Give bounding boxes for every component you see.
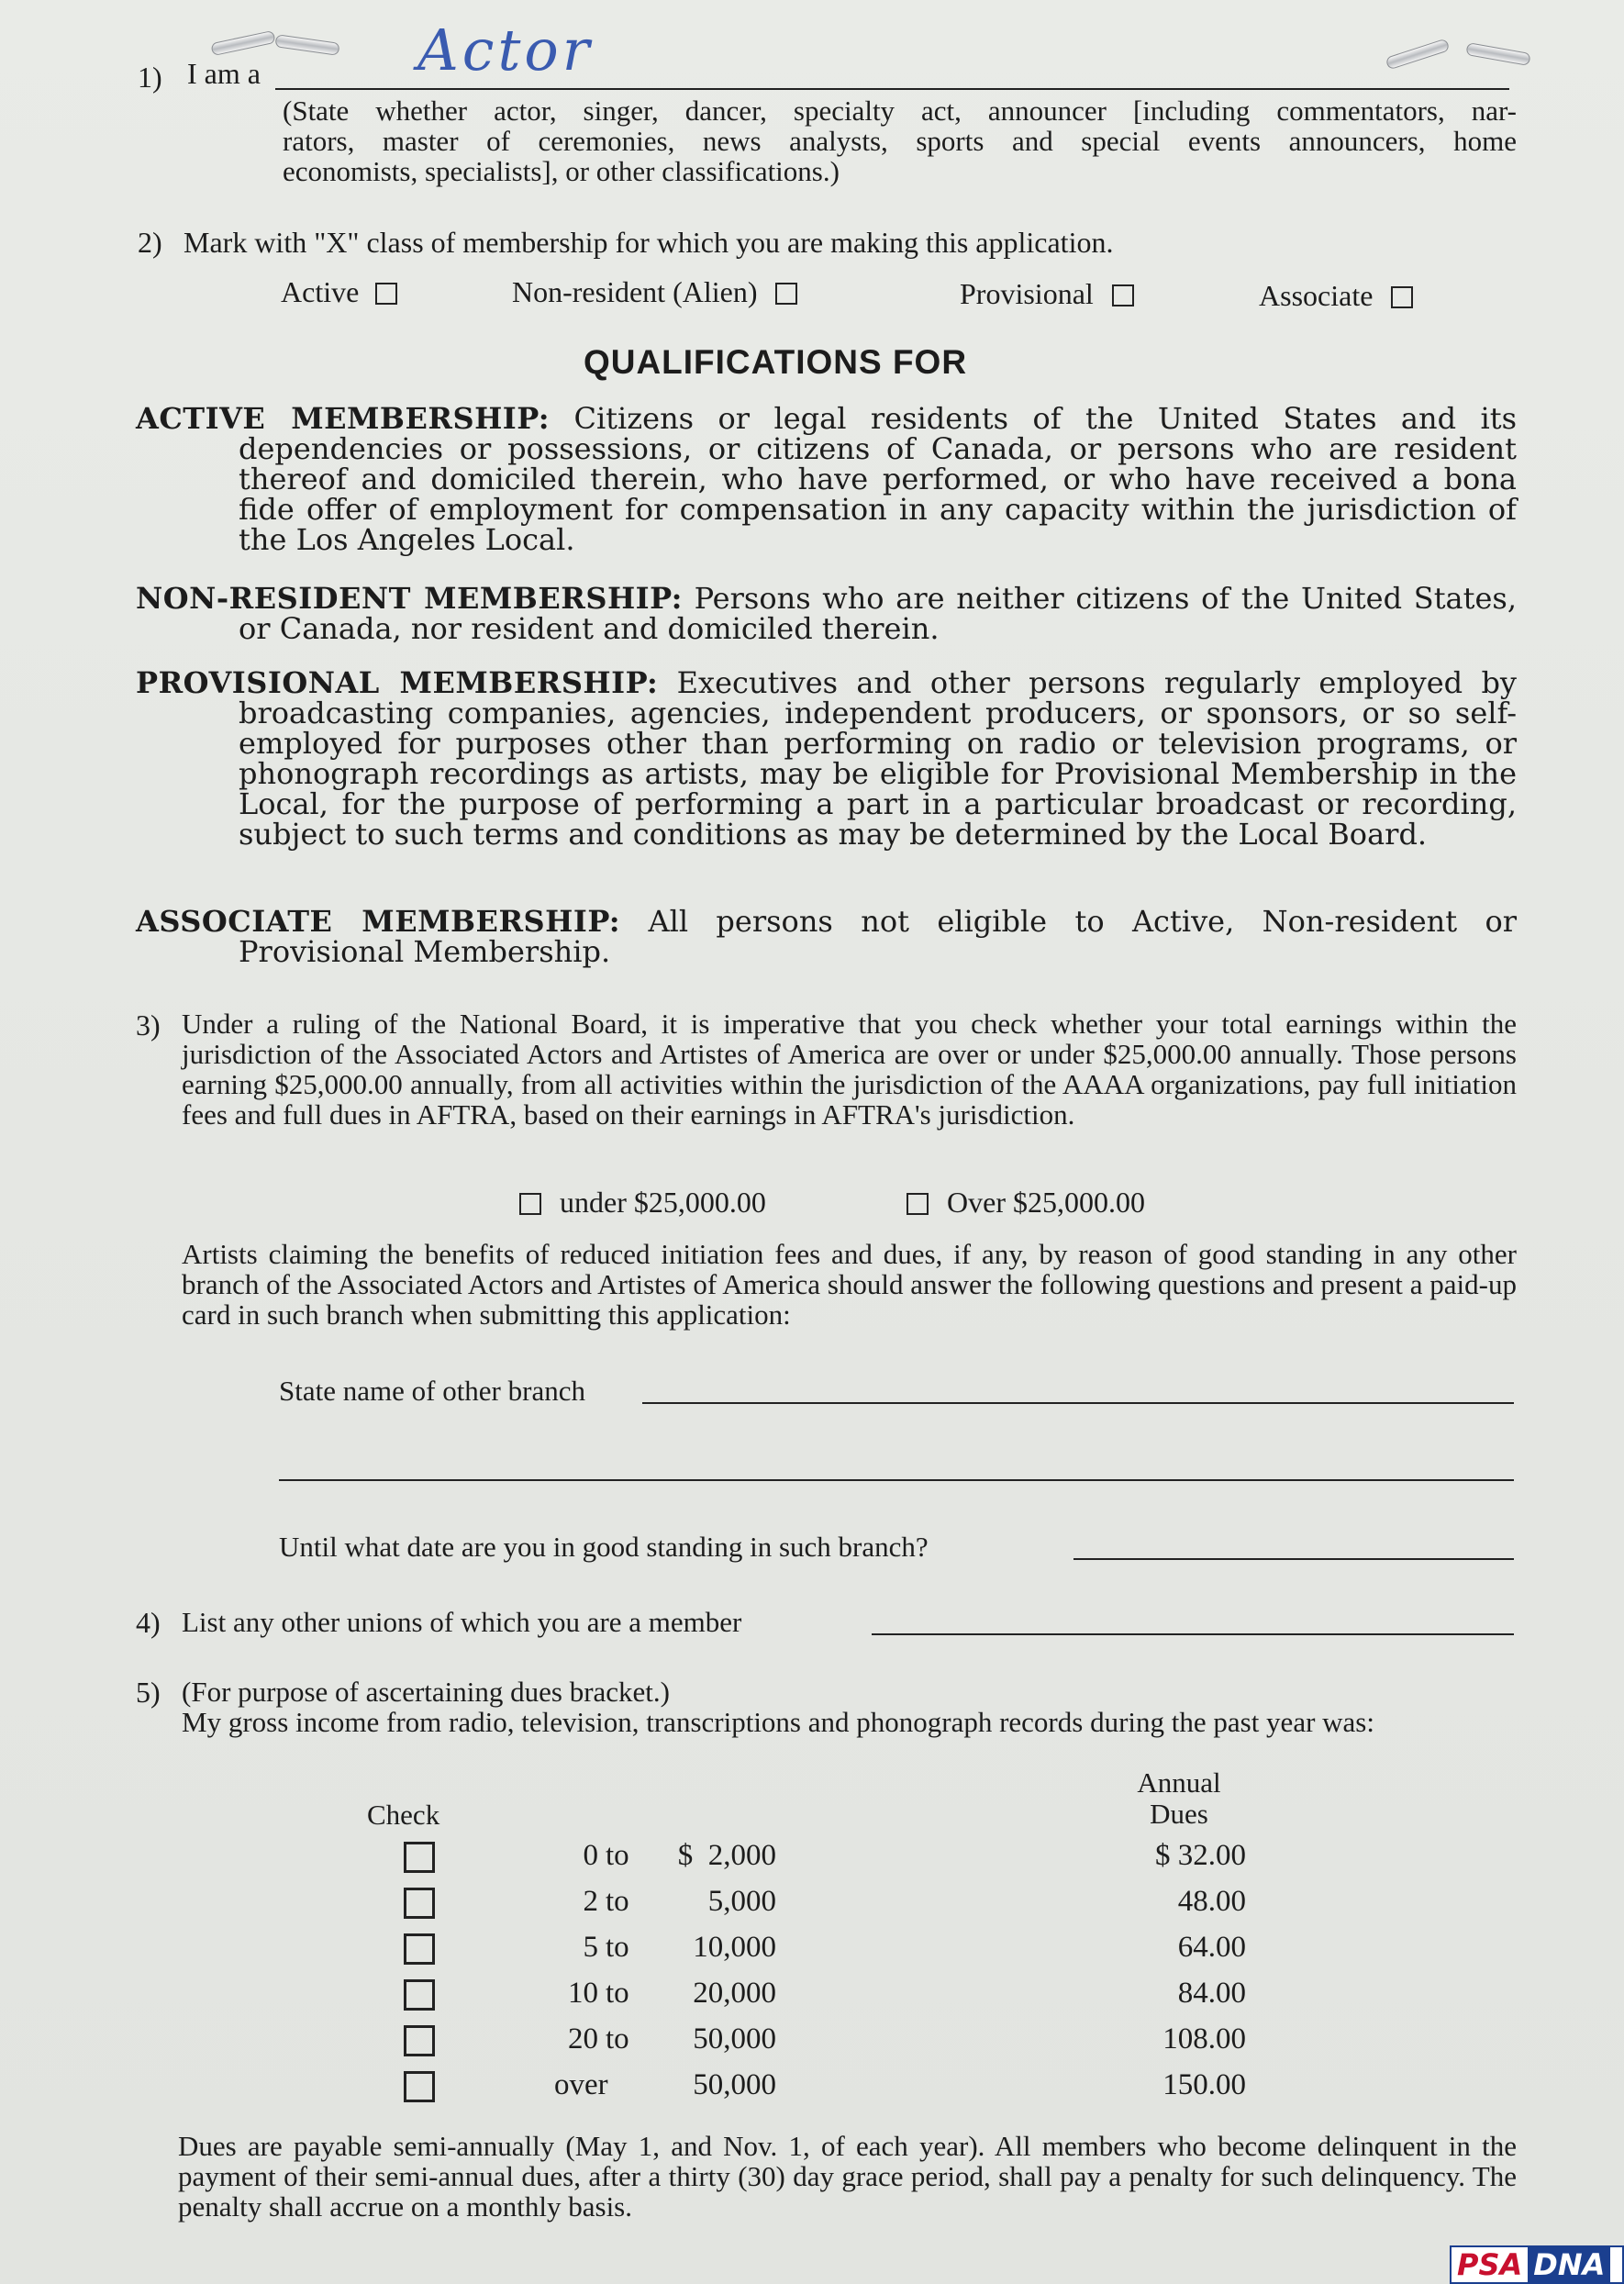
dues-row-to: 20,000 xyxy=(693,1977,776,2010)
item4-number: 4) xyxy=(136,1606,161,1639)
option-associate-checkbox[interactable] xyxy=(1391,286,1413,308)
branch-line-1[interactable] xyxy=(642,1402,1514,1404)
option-associate-label: Associate xyxy=(1259,279,1374,312)
option-provisional-label: Provisional xyxy=(960,277,1094,310)
dues-row-checkbox[interactable] xyxy=(404,2071,435,2102)
dues-row-to-word: to xyxy=(606,1839,629,1872)
dues-row-to-word: to xyxy=(606,1885,629,1918)
item1-note-line-2: rators, master of ceremonies, news analysts, sports and special events announcers, home xyxy=(283,125,1517,157)
dues-row-amount: $ 32.00 xyxy=(1155,1839,1246,1872)
qual-associate-label: ASSOCIATE MEMBERSHIP: xyxy=(136,904,621,939)
item3-text: Under a ruling of the National Board, it is imperative that you check whether your total earnings within the jurisdiction of the Associated Actors and Artistes of America are over or under $25,000.00 annually. Those persons earning $25,000.00 annually, from all activities within the jurisdiction of the AAAA organizations, pay full initiation fees and full dues in AFTRA, based on their earnings in AFTRA's jurisdiction. xyxy=(182,1008,1517,1131)
qual-nonresident-label: NON-RESIDENT MEMBERSHIP: xyxy=(136,581,683,616)
dues-row-from: 2 xyxy=(583,1885,598,1918)
option-nonresident-label: Non-resident (Alien) xyxy=(512,275,758,308)
staple-left-2 xyxy=(274,34,339,56)
item1-number: 1) xyxy=(138,61,162,94)
item5-number: 5) xyxy=(136,1676,161,1709)
branch-line-2[interactable] xyxy=(279,1479,1514,1481)
dues-row-checkbox[interactable] xyxy=(404,1888,435,1919)
dues-row-from: 0 xyxy=(583,1839,598,1872)
dues-row-to-word: to xyxy=(606,2022,629,2056)
item4-text: List any other unions of which you are a member xyxy=(182,1606,742,1638)
qual-nonresident xyxy=(136,581,1518,646)
option-active[interactable] xyxy=(281,275,397,309)
item1-handwritten-answer: Actor xyxy=(417,17,594,84)
option-provisional[interactable] xyxy=(960,277,1134,311)
until-label: Until what date are you in good standing in such branch? xyxy=(279,1531,929,1563)
earnings-under-checkbox[interactable] xyxy=(519,1193,541,1215)
dues-row-to-word: to xyxy=(606,1931,629,1964)
dues-header-line-2: Dues xyxy=(1150,1798,1208,1830)
until-line[interactable] xyxy=(1073,1558,1514,1560)
dues-row-to: 5,000 xyxy=(707,1885,776,1918)
earnings-under[interactable] xyxy=(519,1186,766,1220)
dues-row-to-word: to xyxy=(606,1977,629,2010)
earnings-over[interactable] xyxy=(907,1186,1145,1220)
qual-provisional xyxy=(136,665,1518,852)
dues-row-amount: 64.00 xyxy=(1177,1931,1246,1964)
qual-provisional-text: Executives and other persons regularly employed by broadcasting companies, agencies, independent producers, or sponsors, or so self-employed for purposes other than performing on radio or television programs, or phonograph recordings as artists, may be eligible for Provisional Membership in the Local, for the purpose of performing a part in a particular broadcast or recording, subject to such terms and conditions as may be determined by the Local Board. xyxy=(239,665,1518,852)
option-active-label: Active xyxy=(281,275,360,308)
hologram-left-text: PSA xyxy=(1452,2247,1528,2282)
item5-purpose: (For purpose of ascertaining dues bracket.) xyxy=(182,1676,670,1708)
staple-right-2 xyxy=(1465,42,1530,66)
staple-right-1 xyxy=(1385,39,1451,71)
qual-active-label: ACTIVE MEMBERSHIP: xyxy=(136,401,551,436)
footer-text: Dues are payable semi-annually (May 1, and Nov. 1, of each year). All members who become delinquent in the payment of their semi-annual dues, after a thirty (30) day grace period, shall pay a penalty for such delinquency. The penalty shall accrue on a monthly basis. xyxy=(178,2130,1517,2223)
dues-row-checkbox[interactable] xyxy=(404,1979,435,2011)
option-nonresident[interactable] xyxy=(512,275,797,309)
dues-row-amount: 48.00 xyxy=(1177,1885,1246,1918)
dues-row-checkbox[interactable] xyxy=(404,1842,435,1873)
dues-row-to: 50,000 xyxy=(693,2068,776,2101)
qualifications-heading: QUALIFICATIONS FOR xyxy=(583,343,968,381)
option-active-checkbox[interactable] xyxy=(375,283,397,305)
item1-label: I am a xyxy=(187,57,261,90)
dues-row-checkbox[interactable] xyxy=(404,2025,435,2056)
dues-row-to: 50,000 xyxy=(693,2022,776,2056)
item3-claim-text: Artists claiming the benefits of reduced initiation fees and dues, if any, by reason of good standing in any other branch of the Associated Actors and Artistes of America should answer the following questions and present a paid-up card in such branch when submitting this application: xyxy=(182,1238,1517,1331)
dues-header xyxy=(1101,1767,1257,1830)
item2-number: 2) xyxy=(138,226,162,259)
psa-dna-hologram xyxy=(1450,2245,1624,2284)
unions-line[interactable] xyxy=(872,1633,1514,1635)
dues-row-to: 10,000 xyxy=(693,1931,776,1964)
dues-row-amount: 108.00 xyxy=(1162,2022,1246,2056)
option-nonresident-checkbox[interactable] xyxy=(775,283,797,305)
qual-nonresident-text: Persons who are neither citizens of the United States, or Canada, nor resident and domiciled therein. xyxy=(239,581,1518,646)
item1-note-line-1: (State whether actor, singer, dancer, specialty act, announcer [including commentators, nar- xyxy=(283,95,1517,127)
hologram-right-text: DNA xyxy=(1528,2247,1610,2282)
dues-row-amount: 84.00 xyxy=(1177,1977,1246,2010)
qual-associate xyxy=(136,904,1518,969)
qual-active xyxy=(136,401,1518,557)
earnings-over-label: Over $25,000.00 xyxy=(947,1186,1145,1219)
item5-text: My gross income from radio, television, transcriptions and phonograph records during the past year was: xyxy=(182,1706,1374,1738)
dues-row-amount: 150.00 xyxy=(1162,2068,1246,2101)
branch-label: State name of other branch xyxy=(279,1375,585,1407)
dues-row-to: $ 2,000 xyxy=(677,1839,776,1872)
qual-associate-text: All persons not eligible to Active, Non-resident or Provisional Membership. xyxy=(239,904,1518,969)
staple-left-1 xyxy=(210,30,275,56)
option-associate[interactable] xyxy=(1259,279,1413,313)
item3-number: 3) xyxy=(136,1008,161,1042)
check-header: Check xyxy=(367,1799,440,1831)
item1-answer-line xyxy=(275,88,1509,90)
item1-note xyxy=(283,95,1517,186)
item1-note-line-3: economists, specialists], or other classifications.) xyxy=(283,155,840,187)
dues-row-from: 20 xyxy=(568,2022,598,2056)
dues-row-from: 5 xyxy=(583,1931,598,1964)
dues-row-from: 10 xyxy=(568,1977,598,2010)
dues-row-to-word: over xyxy=(554,2068,608,2101)
qual-provisional-label: PROVISIONAL MEMBERSHIP: xyxy=(136,665,659,700)
qual-active-text: Citizens or legal residents of the United States and its dependencies or possessions, or citizens of Canada, or persons who are resident thereof and domiciled therein, who have performed, or who have received a bona fide offer of employment for compensation in any capacity within the jurisdiction of the Los Angeles Local. xyxy=(239,401,1518,557)
dues-header-line-1: Annual xyxy=(1137,1766,1221,1799)
option-provisional-checkbox[interactable] xyxy=(1112,284,1134,306)
item2-text: Mark with "X" class of membership for which you are making this application. xyxy=(184,226,1114,259)
earnings-under-label: under $25,000.00 xyxy=(560,1186,766,1219)
dues-row-checkbox[interactable] xyxy=(404,1933,435,1965)
earnings-over-checkbox[interactable] xyxy=(907,1193,929,1215)
